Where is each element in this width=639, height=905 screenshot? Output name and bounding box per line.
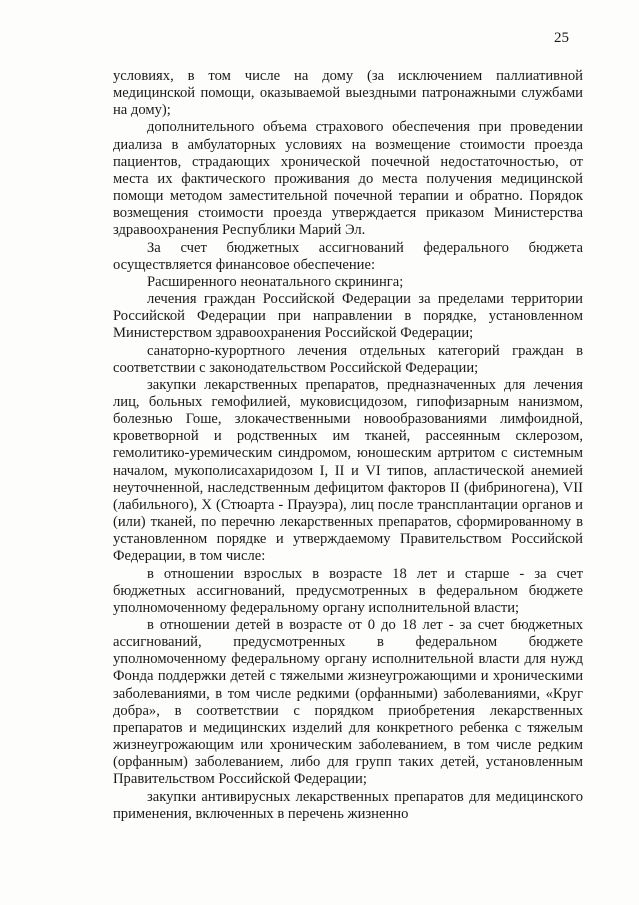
document-body: [113, 68, 583, 823]
paragraph-5: лечения граждан Российской Федерации за пределами территории Российской Федерации при направлении в порядке, установленном Министерством здравоохранения Российской Федерации;: [113, 291, 583, 342]
page-number: 25: [554, 30, 569, 46]
paragraph-10: закупки антивирусных лекарственных препаратов для медицинского применения, включенных в перечень жизненно: [113, 788, 583, 822]
paragraph-9: в отношении детей в возрасте от 0 до 18 лет - за счет бюджетных ассигнований, предусмотренных в федеральном бюджете уполномоченному федеральному органу исполнительной власти для нужд Фонда поддержки детей с тяжелыми жизнеугрожающими и хроническими заболеваниями, в том числе редкими (орфанными) заболеваниями, «Круг добра», в соответствии с порядком приобретения лекарственных препаратов и медицинских изделий для конкретного ребенка с тяжелым жизнеугрожающим или хроническим заболеванием, в том числе редким (орфанным) заболеванием, либо для групп таких детей, установленным Правительством Российской Федерации;: [113, 617, 583, 788]
paragraph-3: За счет бюджетных ассигнований федерального бюджета осуществляется финансовое обеспечение:: [113, 239, 583, 273]
paragraph-4: Расширенного неонатального скрининга;: [147, 273, 404, 290]
paragraph-1: условиях, в том числе на дому (за исключением паллиативной медицинской помощи, оказываемой выездными патронажными службами на дому);: [113, 68, 583, 119]
paragraph-6: санаторно-курортного лечения отдельных категорий граждан в соответствии с законодательством Российской Федерации;: [113, 342, 583, 376]
paragraph-7: закупки лекарственных препаратов, предназначенных для лечения лиц, больных гемофилией, муковисцидозом, гипофизарным нанизмом, болезнью Гоше, злокачественными новообразованиями лимфоидной, кроветворной и родственных им тканей, рассеянным склерозом, гемолитико-уремическим синдромом, юношеским артритом с системным началом, мукополисахаридозом I, II и VI типов, апластической анемией неуточненной, наследственным дефицитом факторов II (фибриногена), VII (лабильного), X (Стюарта - Прауэра), лиц после трансплантации органов и (или) тканей, по перечню лекарственных препаратов, сформированному в установленном порядке и утверждаемому Правительством Российской Федерации, в том числе:: [113, 376, 583, 565]
paragraph-8: в отношении взрослых в возрасте 18 лет и старше - за счет бюджетных ассигнований, предусмотренных в федеральном бюджете уполномоченному федеральному органу исполнительной власти;: [113, 565, 583, 616]
paragraph-2: дополнительного объема страхового обеспечения при проведении диализа в амбулаторных условиях на возмещение стоимости проезда пациентов, страдающих хронической почечной недостаточностью, от места их фактического проживания до места получения медицинской помощи методом заместительной почечной терапии и обратно. Порядок возмещения стоимости проезда утверждается приказом Министерства здравоохранения Республики Марий Эл.: [113, 119, 583, 239]
